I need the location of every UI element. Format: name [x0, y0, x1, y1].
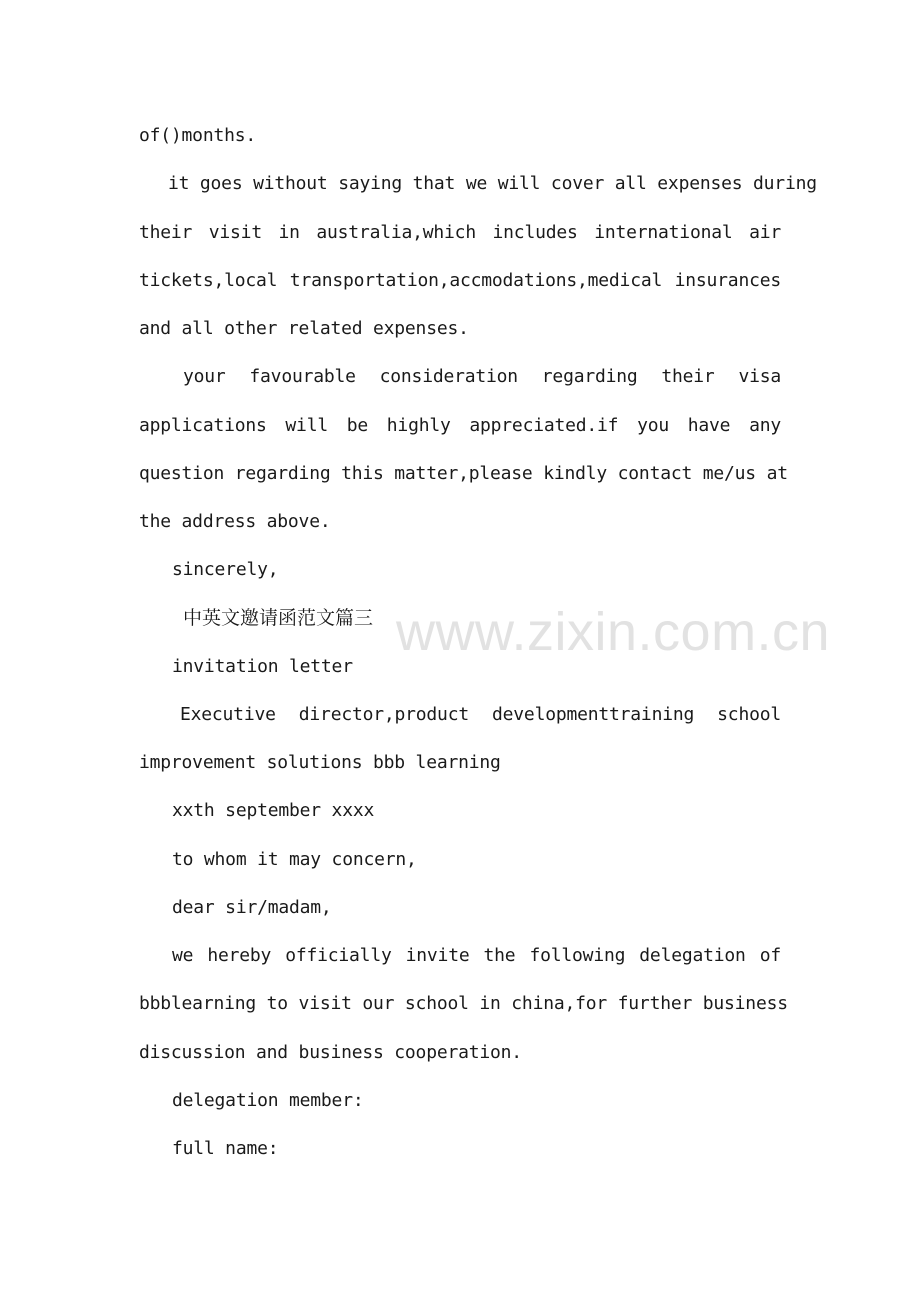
- paragraph-line: improvement solutions bbb learning: [139, 752, 501, 773]
- paragraph-line: your favourable consideration regarding their visa: [183, 366, 781, 387]
- section-heading: 中英文邀请函范文篇三: [183, 607, 374, 629]
- salutation-line: dear sir/madam,: [172, 897, 332, 918]
- paragraph-line: and all other related expenses.: [139, 318, 469, 339]
- text-line: of()months.: [139, 125, 257, 146]
- date-line: xxth september xxxx: [172, 800, 375, 821]
- paragraph-line: question regarding this matter,please kindly contact me/us at: [139, 463, 788, 484]
- paragraph-line: tickets,local transportation,accmodations,medical insurances: [139, 270, 781, 291]
- letter-title: invitation letter: [172, 656, 353, 677]
- watermark: www.zixin.com.cn: [396, 602, 831, 662]
- paragraph-line: discussion and business cooperation.: [139, 1042, 522, 1063]
- paragraph-line: the address above.: [139, 511, 331, 532]
- paragraph-line: it goes without saying that we will cover all expenses during: [168, 173, 817, 194]
- field-label: full name:: [172, 1138, 279, 1159]
- paragraph-line: applications will be highly appreciated.if you have any: [139, 415, 781, 436]
- field-label: delegation member:: [172, 1090, 364, 1111]
- salutation-line: to whom it may concern,: [172, 849, 417, 870]
- closing-line: sincerely,: [172, 559, 279, 580]
- paragraph-line: bbblearning to visit our school in china,for further business: [139, 993, 788, 1014]
- paragraph-line: we hereby officially invite the following delegation of: [172, 945, 781, 966]
- paragraph-line: Executive director,product developmenttraining school: [180, 704, 781, 725]
- paragraph-line: their visit in australia,which includes international air: [139, 222, 781, 243]
